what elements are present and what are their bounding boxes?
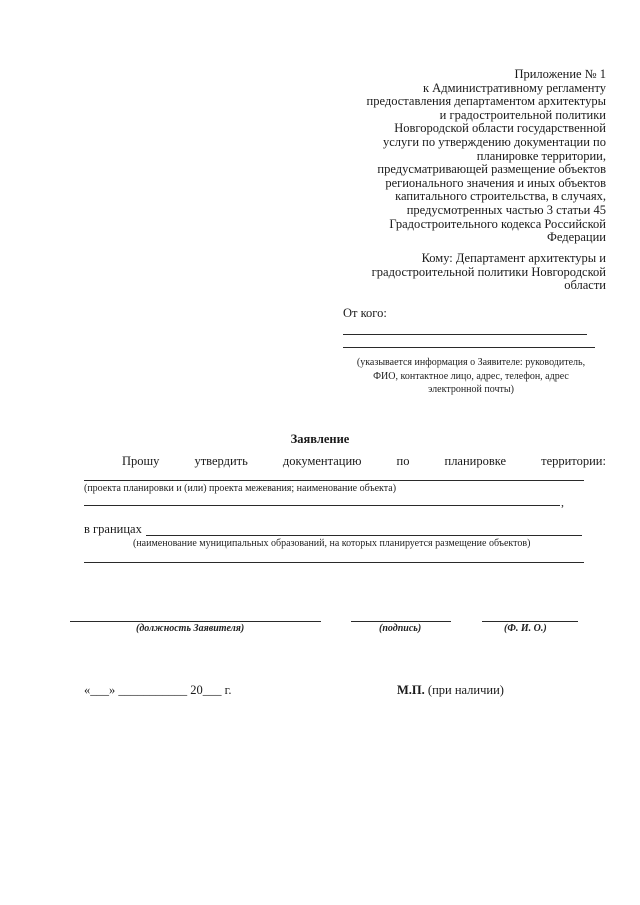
borders-label: в границах <box>84 522 142 536</box>
annex-line: и градостроительной политики <box>439 107 606 122</box>
annex-line: услуги по утверждению документации по <box>382 134 606 149</box>
annex-line: предоставления департаментом архитектуры <box>366 94 606 109</box>
position-sign-line[interactable] <box>70 621 321 622</box>
annex-line: Приложение № 1 <box>514 67 606 81</box>
annex-line: Градостроительного кодекса Российской <box>389 216 606 231</box>
statement-title: Заявление <box>290 432 350 446</box>
date-field[interactable]: «___» ___________ 20___ г. <box>84 683 232 697</box>
sender-field-line-1[interactable] <box>343 334 587 335</box>
stamp-place <box>397 683 504 698</box>
annex-line: Новгородской области государственной <box>394 121 606 136</box>
project-hint: (проекта планировки и (или) проекта межевания; наименование объекта) <box>84 483 397 494</box>
sender-hint-line: ФИО, контактное лицо, адрес, телефон, адрес <box>373 370 569 382</box>
borders-field-line[interactable] <box>146 535 582 536</box>
annex-line: капитального строительства, в случаях, <box>395 189 606 204</box>
sender-hint-line: электронной почты) <box>428 384 514 395</box>
position-caption: (должность Заявителя) <box>136 623 245 634</box>
recipient-line: Кому: Департамент архитектуры и <box>421 251 606 265</box>
request-sentence <box>84 454 606 469</box>
annex-header <box>306 68 606 245</box>
borders-hint: (наименование муниципальных образований, на которых планируется размещение объектов) <box>133 538 531 549</box>
name-sign-line[interactable] <box>482 621 578 622</box>
annex-line: Федерации <box>546 230 606 245</box>
sender-hint-line: (указывается информация о Заявителе: руководитель, <box>356 357 586 368</box>
stamp-abbr: М.П. <box>397 683 425 697</box>
project-field-line[interactable] <box>84 480 584 481</box>
comma: , <box>561 495 564 509</box>
sender-field-line-2[interactable] <box>343 347 595 348</box>
stamp-note: (при наличии) <box>424 683 504 697</box>
annex-line: к Административному регламенту <box>422 80 606 95</box>
name-caption: (Ф. И. О.) <box>504 623 547 634</box>
recipient-block <box>306 252 606 293</box>
recipient-line: градостроительной политики Новгородской <box>371 264 606 279</box>
request-word: планировке <box>444 454 507 468</box>
request-word: территории: <box>541 454 606 468</box>
signature-caption: (подпись) <box>379 623 422 634</box>
project-field-line-2[interactable] <box>84 505 560 506</box>
annex-line: планировке территории, <box>476 148 606 163</box>
annex-line: регионального значения и иных объектов <box>385 175 606 190</box>
request-word: по <box>396 454 410 468</box>
recipient-line: области <box>564 278 606 293</box>
request-word: утвердить <box>194 454 248 468</box>
signature-line[interactable] <box>351 621 451 622</box>
annex-line: предусмотренных частью 3 статьи 45 <box>406 202 606 217</box>
borders-field-line-2[interactable] <box>84 562 584 563</box>
sender-hint <box>340 356 602 397</box>
request-word: Прошу <box>122 454 160 468</box>
annex-line: предусматривающей размещение объектов <box>377 162 606 177</box>
sender-label: От кого: <box>343 306 387 320</box>
request-word: документацию <box>282 454 362 468</box>
